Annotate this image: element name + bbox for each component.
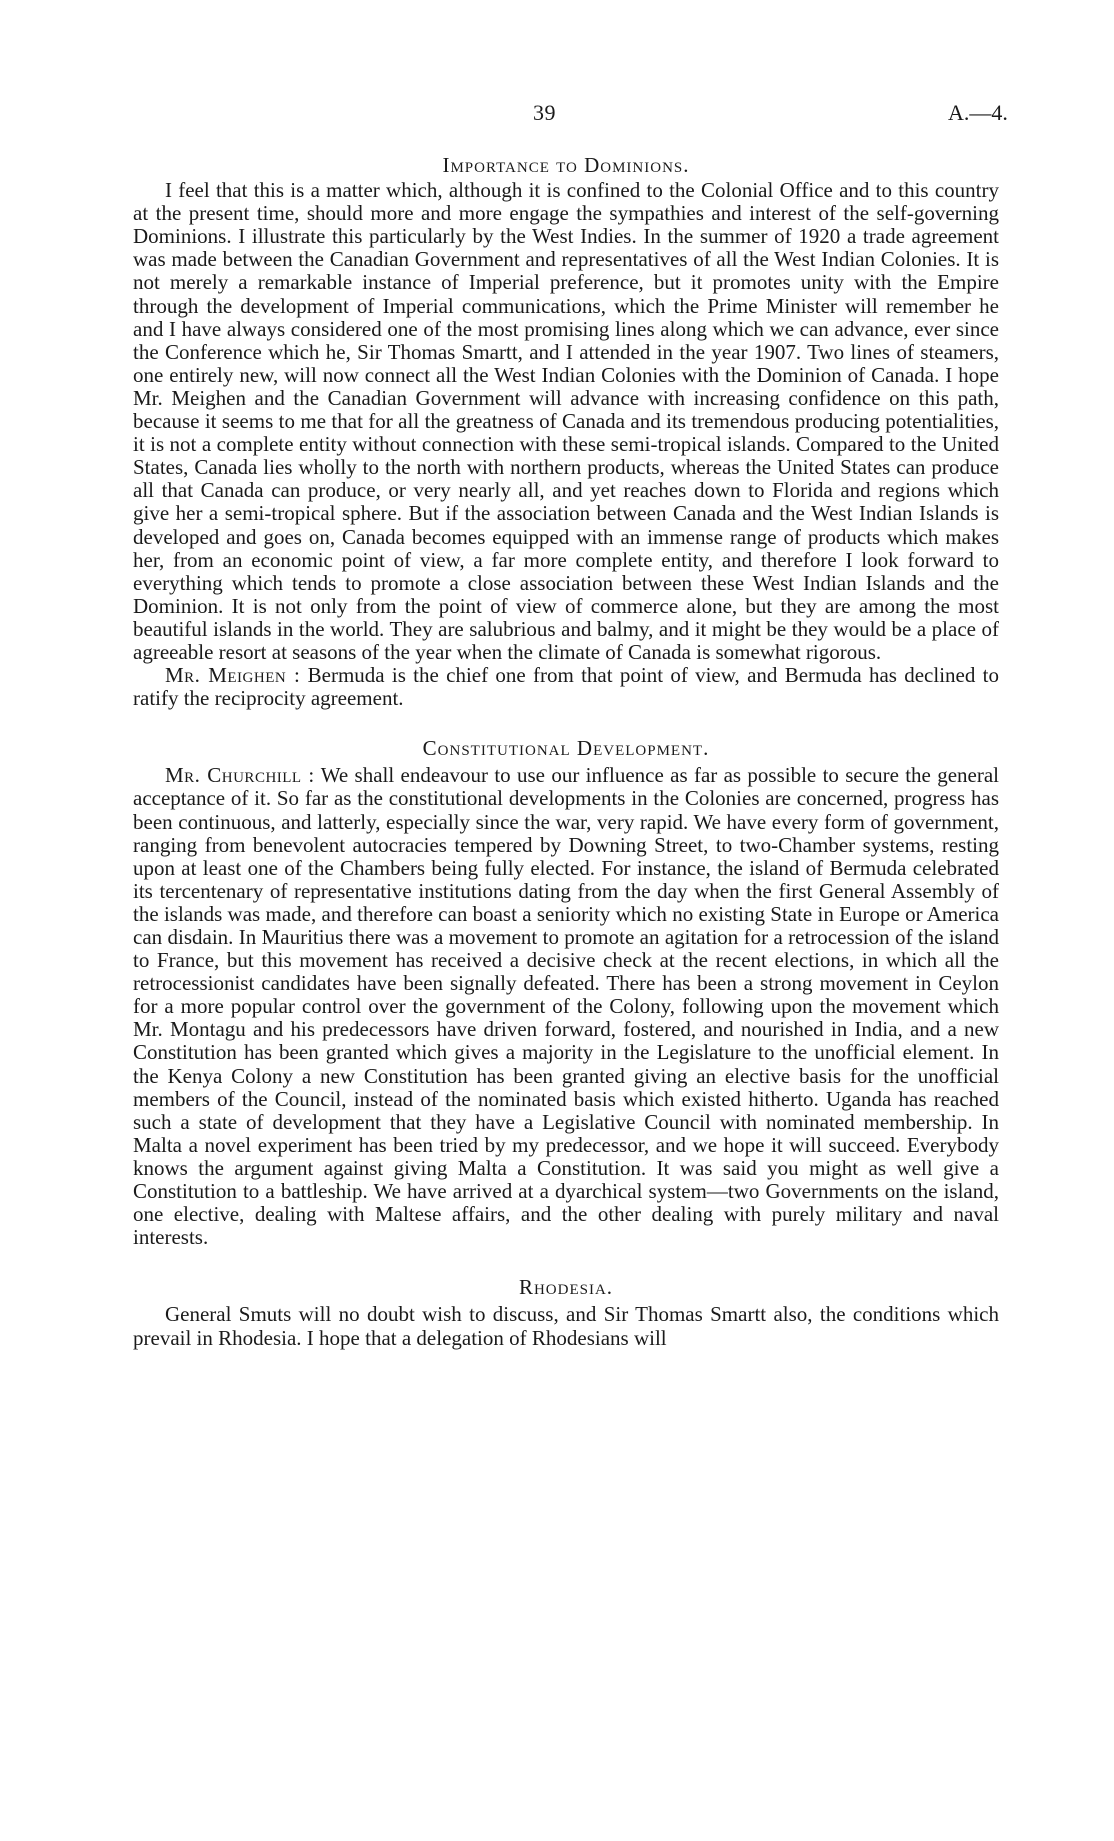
body-text <box>133 154 999 1350</box>
section-constitutional-development <box>133 737 999 1249</box>
paragraph-churchill <box>133 764 999 1249</box>
section-importance-to-dominions <box>133 154 999 710</box>
section-heading: Importance to Dominions. <box>442 153 690 177</box>
section-heading: Rhodesia. <box>518 1275 614 1300</box>
speaker-name: Mr. Churchill : <box>165 763 315 788</box>
speaker-name: Mr. Meighen : <box>165 663 301 688</box>
page-number: 39 <box>533 100 556 125</box>
paragraph: General Smuts will no doubt wish to discuss, and Sir Thomas Smartt also, the conditions which prevail in Rhodesia. I hope that a delegation of Rhodesians will <box>133 1302 999 1350</box>
section-rhodesia <box>133 1276 999 1349</box>
speech-text: Bermuda is the chief one from that point of view, and Bermuda has declined to ratify the reciprocity agreement. <box>133 663 999 711</box>
page-header <box>0 100 1114 130</box>
speech-text: We shall endeavour to use our influence as far as possible to secure the general acceptance of it. So far as the constitutional developments in the Colonies are concerned, progress has been continuous, and latterly, especially since the war, very rapid. We have every form of government, ranging from benevolent autocracies tempered by Downing Street, to two-Chamber systems, resting upon at least one of the Chambers being fully elected. For instance, the island of Bermuda celebrated its tercentenary of representative institutions dating from the day when the first General Assembly of the islands was made, and therefore can boast a seniority which no existing State in Europe or America can disdain. In Mauritius there was a movement to promote an agitation for a retrocession of the island to France, but this movement has received a decisive check at the recent elections, in which all the retrocessionist candidates have been signally defeated. There has been a strong movement in Ceylon for a more popular control over the government of the Colony, following upon the movement which Mr. Montagu and his predecessors have driven forward, fostered, and nourished in India, and a new Constitution has been granted which gives a majority in the Legislature to the unofficial element. In the Kenya Colony a new Constitution has been granted giving an elective basis for the unofficial members of the Council, instead of the nominated basis which existed hitherto. Uganda has reached such a state of development that they have a Legislative Council with nominated membership. In Malta a novel experiment has been tried by my predecessor, and we hope it will succeed. Everybody knows the argument against giving Malta a Constitution. It was said you might as well give a Constitution to a battleship. We have arrived at a dyarchical system—two Governments on the island, one elective, dealing with Maltese affairs, and the other dealing with purely military and naval interests. <box>133 763 1000 1250</box>
section-heading: Constitutional Development. <box>422 736 710 761</box>
paragraph-meighen <box>133 664 999 710</box>
paragraph: I feel that this is a matter which, although it is confined to the Colonial Office and to this country at the present time, should more and more engage the sympathies and interest of the self-governing Dominions. I illustrate this particularly by the West Indies. In the summer of 1920 a trade agreement was made between the Canadian Government and representatives of all the West Indian Colonies. It is not merely a remarkable instance of Imperial preference, but it promotes unity with the Empire through the development of Imperial communications, which the Prime Minister will remember he and I have always considered one of the most promising lines along which we can advance, ever since the Conference which he, Sir Thomas Smartt, and I attended in the year 1907. Two lines of steamers, one entirely new, will now connect all the West Indian Colonies with the Dominion of Canada. I hope Mr. Meighen and the Canadian Government will advance with increasing confidence on this path, because it seems to me that for all the greatness of Canada and its tremendous producing potentialities, it is not a complete entity without connection with these semi-tropical islands. Compared to the United States, Canada lies wholly to the north with northern products, whereas the United States can produce all that Canada can produce, or very nearly all, and yet reaches down to Florida and regions which give her a semi-tropical sphere. But if the association between Canada and the West Indian Islands is developed and goes on, Canada becomes equipped with an immense range of products which makes her, from an economic point of view, a far more complete entity, and therefore I look forward to everything which tends to promote a close association between these West Indian Islands and the Dominion. It is not only from the point of view of commerce alone, but they are among the most beautiful islands in the world. They are salubrious and balmy, and it might be they would be a place of agreeable resort at seasons of the year when the climate of Canada is somewhat rigorous. <box>133 178 999 664</box>
paper-reference: A.—4. <box>948 100 1008 125</box>
